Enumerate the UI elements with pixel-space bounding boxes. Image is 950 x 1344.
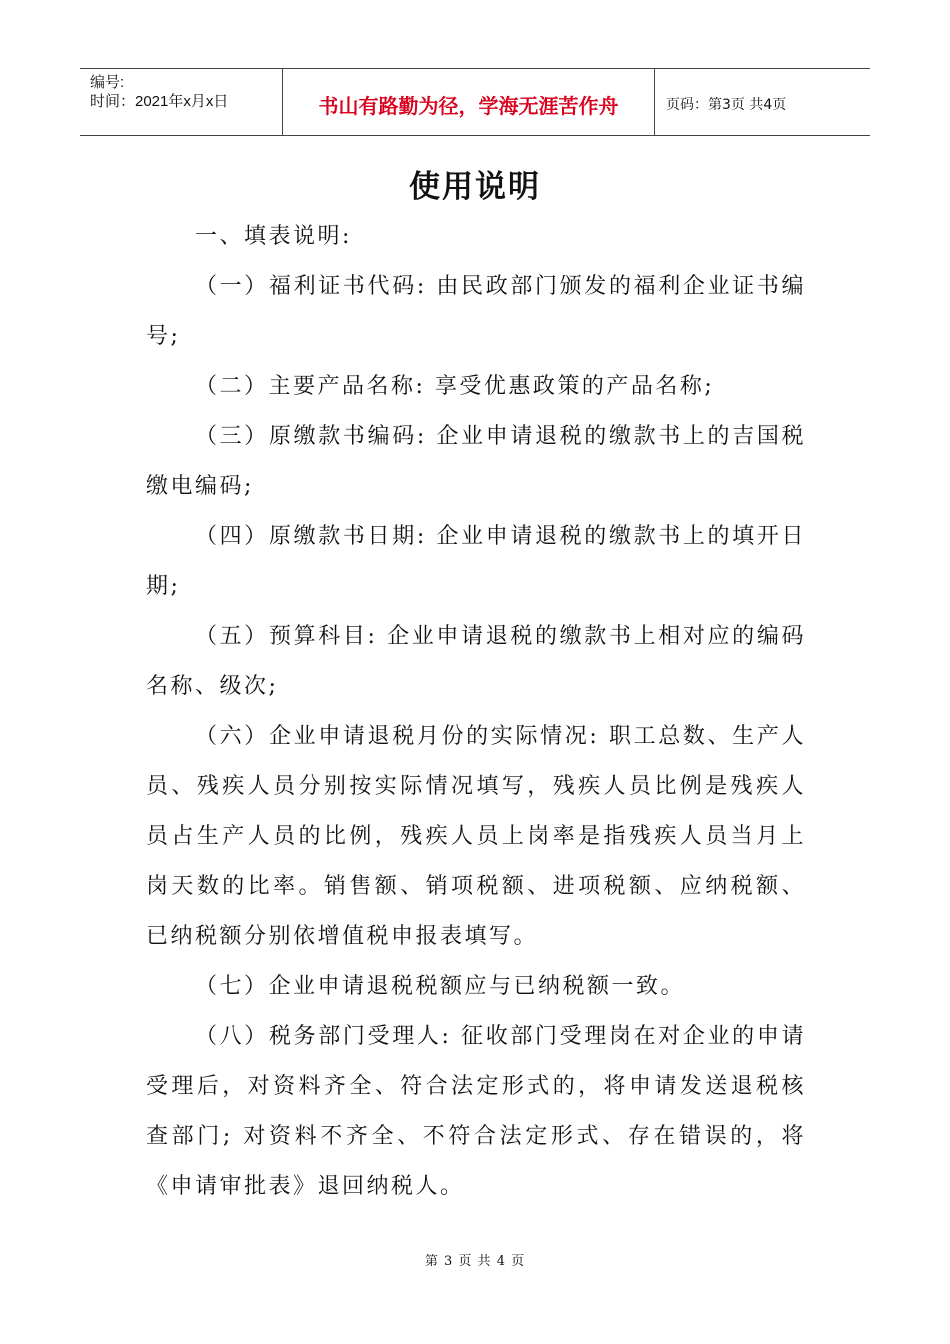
document-number-label: 编号: (90, 74, 125, 91)
page-footer: 第 3 页 共 4 页 (424, 1254, 526, 1269)
header-meta (80, 69, 283, 135)
paragraph: （三）原缴款书编码: 企业申请退税的缴款书上的吉国税缴电编码; (146, 424, 806, 499)
paragraph: （四）原缴款书日期: 企业申请退税的缴款书上的填开日期; (146, 524, 806, 599)
paragraph: （八）税务部门受理人: 征收部门受理岗在对企业的申请受理后，对资料齐全、符合法定形式的，将申请发送退税核查部门; 对资料不齐全、不符合法定形式、存在错误的，将《申请审批表》退回纳税人。 (146, 1024, 806, 1199)
header-motto: 书山有路勤为径，学海无涯苦作舟 (283, 69, 655, 135)
document-title: 使用说明 (409, 169, 541, 205)
paragraph: （七）企业申请退税税额应与已纳税额一致。 (195, 974, 686, 999)
paragraph: （五）预算科目: 企业申请退税的缴款书上相对应的编码名称、级次; (146, 624, 806, 699)
section-heading: 一、填表说明: (195, 224, 352, 249)
paragraph: （六）企业申请退税月份的实际情况: 职工总数、生产人员、残疾人员分别按实际情况填写，残疾人员比例是残疾人员占生产人员的比例，残疾人员上岗率是指残疾人员当月上岗天数的比率。销售额、销项税额、进项税额、应纳税额、已纳税额分别依增值税申报表填写。 (146, 724, 806, 949)
paragraph: （二）主要产品名称: 享受优惠政策的产品名称; (195, 374, 715, 399)
document-date: 时间：2021年x月x日 (90, 93, 229, 110)
paragraph: （一）福利证书代码: 由民政部门颁发的福利企业证书编号; (146, 274, 806, 349)
document-body (146, 212, 806, 1212)
page-header (80, 68, 870, 136)
header-page-info: 页码：第3页 共4页 (666, 97, 787, 113)
